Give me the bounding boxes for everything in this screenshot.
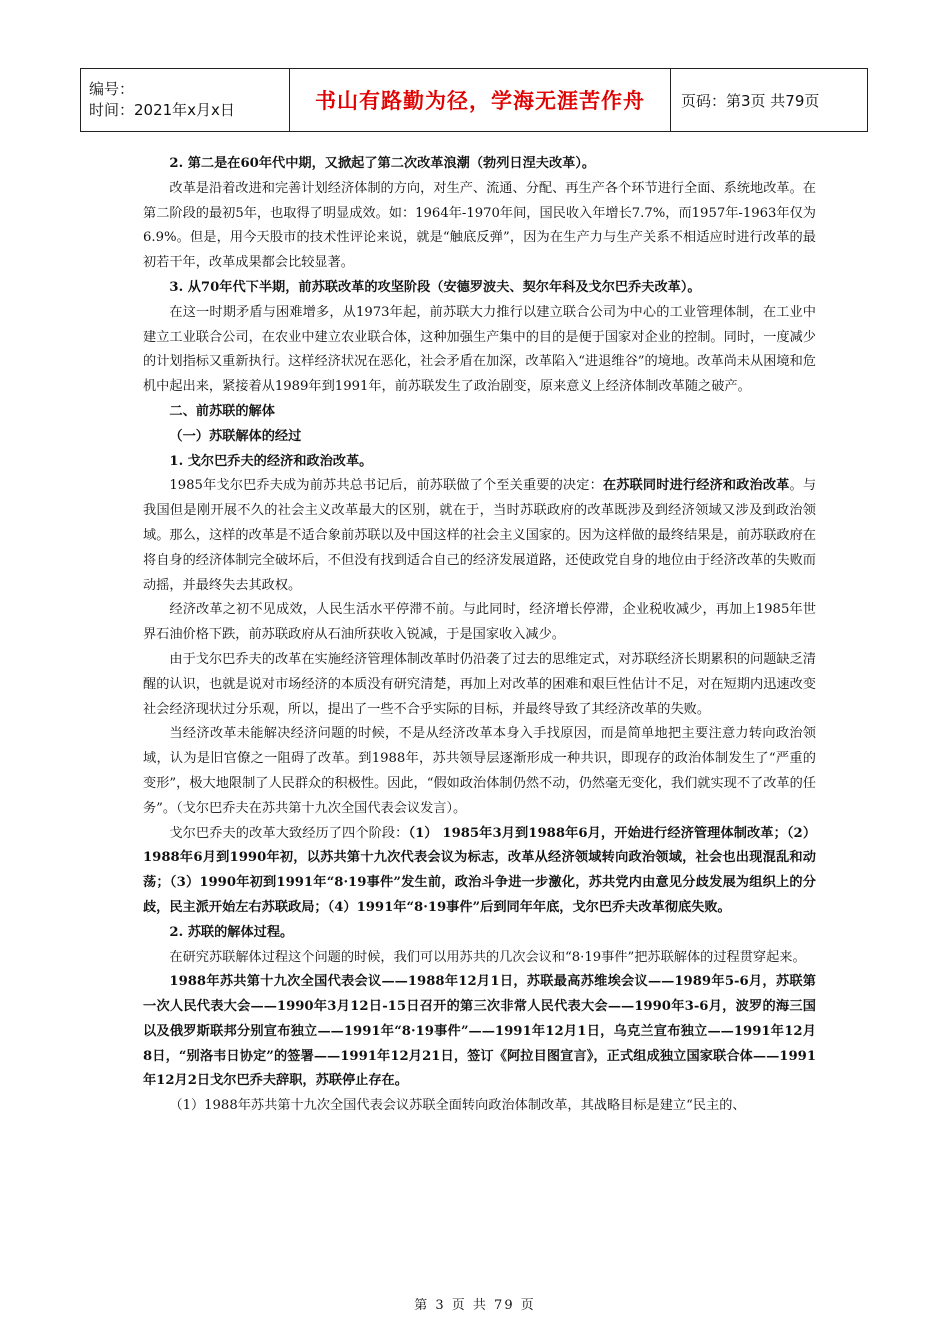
body-paragraph xyxy=(143,648,816,722)
paragraph-emphasis: （1） 1985年3月到1988年6月，开始进行经济管理体制改革；（2）1988年6月到1990年初，以苏共第十九次代表会议为标志，改革从经济领域转向政治领域，社会也出现混乱和动荡；（3）1990年初到1991年“8·19事件”发生前，政治斗争进一步激化，苏共党内由意见分歧发展为组织上的分歧，民主派开始左右苏联政局；（4）1991年“8·19事件”后到同年年底，戈尔巴乔夫改革彻底失败。 xyxy=(143,825,817,915)
section-heading xyxy=(143,425,816,450)
document-header xyxy=(80,68,868,132)
body-paragraph xyxy=(143,722,816,821)
section-heading xyxy=(143,276,816,301)
paragraph-text: 由于戈尔巴乔夫的改革在实施经济管理体制改革时仍沿袭了过去的思维定式，对苏联经济长期累积的问题缺乏清醒的认识，也就是说对市场经济的本质没有研究清楚，再加上对改革的困难和艰巨性估计不足，对在短期内迅速改变社会经济现状过分乐观，所以，提出了一些不合乎实际的目标，并最终导致了其经济改革的失败。 xyxy=(143,651,816,717)
paragraph-text: 2. 苏联的解体过程。 xyxy=(169,924,294,940)
paragraph-text: 经济改革之初不见成效，人民生活水平停滞不前。与此同时，经济增长停滞，企业税收减少，再加上1985年世界石油价格下跌，前苏联政府从石油所获收入锐减，于是国家收入减少。 xyxy=(143,602,816,643)
paragraph-text: （1）1988年苏共第十九次全国代表会议苏联全面转向政治体制改革，其战略目标是建立“民主的、 xyxy=(169,1098,746,1114)
section-heading xyxy=(143,400,816,425)
paragraph-text: 当经济改革未能解决经济问题的时候，不是从经济改革本身入手找原因，而是简单地把主要注意力转向政治领域，认为是旧官僚之一阻碍了改革。到1988年，苏共领导层逐渐形成一种共识，即现存的政治体制发生了“严重的变形”，极大地限制了人民群众的积极性。因此，“假如政治体制仍然不动，仍然毫无变化，我们就实现不了改革的任务”。（戈尔巴乔夫在苏共第十九次全国代表会议发言）。 xyxy=(143,726,816,816)
paragraph-text: 2. 第二是在60年代中期，又掀起了第二次改革浪潮（勃列日涅夫改革）。 xyxy=(169,156,596,171)
paragraph-emphasis: 在苏联同时进行经济和政治改革 xyxy=(602,478,790,494)
code-label: 编号： xyxy=(89,80,135,98)
header-page-label: 页码：第3页 共79页 xyxy=(671,69,868,132)
paragraph-text: 戈尔巴乔夫的改革大致经历了四个阶段： xyxy=(169,825,409,841)
date-label: 时间：2021年x月x日 xyxy=(89,101,235,119)
body-paragraph xyxy=(143,301,816,400)
body-paragraph xyxy=(143,598,816,648)
paragraph-text-tail: 。与我国但是刚开展不久的社会主义改革最大的区别，就在于，当时苏联政府的改革既涉及到经济领域又涉及到政治领域。那么，这样的改革是不适合象前苏联以及中国这样的社会主义国家的。因为这样做的最终结果是，前苏联政府在将自身的经济体制完全破坏后，不但没有找到适合自己的经济发展道路，还使政党自身的地位由于经济改革的失败而动摇，并最终失去其政权。 xyxy=(143,478,817,593)
paragraph-text: 1985年戈尔巴乔夫成为前苏共总书记后，前苏联做了个至关重要的决定： xyxy=(169,478,603,494)
body-paragraph xyxy=(143,177,816,276)
paragraph-text: 1. 戈尔巴乔夫的经济和政治改革。 xyxy=(169,453,373,469)
body-paragraph xyxy=(143,822,816,921)
header-meta xyxy=(81,69,290,132)
paragraph-text: （一）苏联解体的经过 xyxy=(169,428,302,444)
section-heading xyxy=(143,152,816,177)
paragraph-text: 1988年苏共第十九次全国代表会议——1988年12月1日，苏联最高苏维埃会议——1989年5-6月，苏联第一次人民代表大会——1990年3月12日-15日召开的第三次非常人民代表大会——1990年3-6月，波罗的海三国以及俄罗斯联邦分别宣布独立——1991年“8·19事件”——1991年12月1日，乌克兰宣布独立——1991年12月8日，“别洛韦日协定”的签署——1991年12月21日，签订《阿拉目图宣言》，正式组成独立国家联合体——1991年12月2日戈尔巴乔夫辞职，苏联停止存在。 xyxy=(143,974,816,1089)
paragraph-text: 在研究苏联解体过程这个问题的时候，我们可以用苏共的几次会议和“8·19事件”把苏联解体的过程贯穿起来。 xyxy=(169,949,806,965)
document-body xyxy=(143,152,816,1119)
body-paragraph xyxy=(143,474,816,598)
paragraph-text: 改革是沿着改进和完善计划经济体制的方向，对生产、流通、分配、再生产各个环节进行全面、系统地改革。在第二阶段的最初5年，也取得了明显成效。如：1964年-1970年间，国民收入年增长7.7%，而1957年-1963年仅为6.9%。但是，用今天股市的技术性评论来说，就是“触底反弹”，因为在生产力与生产关系不相适应时进行改革的最初若干年，改革成果都会比较显著。 xyxy=(143,180,816,271)
section-heading xyxy=(143,450,816,475)
paragraph-text: 3. 从70年代下半期，前苏联改革的攻坚阶段（安德罗波夫、契尔年科及戈尔巴乔夫改革）。 xyxy=(169,279,701,295)
paragraph-text: 在这一时期矛盾与困难增多，从1973年起，前苏联大力推行以建立联合公司为中心的工业管理体制，在工业中建立工业联合公司，在农业中建立农业联合体，这种加强生产集中的目的是便于国家对企业的控制。同时，一度减少的计划指标又重新执行。这样经济状况在恶化，社会矛盾在加深，改革陷入“进退维谷”的境地。改革尚未从困境和危机中起出来，紧接着从1989年到1991年，前苏联发生了政治剧变，原来意义上经济体制改革随之破产。 xyxy=(143,304,816,395)
body-paragraph xyxy=(143,946,816,971)
section-heading xyxy=(143,970,816,1094)
body-paragraph xyxy=(143,1094,816,1119)
header-motto: 书山有路勤为径，学海无涯苦作舟 xyxy=(290,69,671,132)
page-footer: 第 3 页 共 79 页 xyxy=(414,1298,536,1313)
section-heading xyxy=(143,921,816,946)
paragraph-text: 二、前苏联的解体 xyxy=(169,403,275,419)
